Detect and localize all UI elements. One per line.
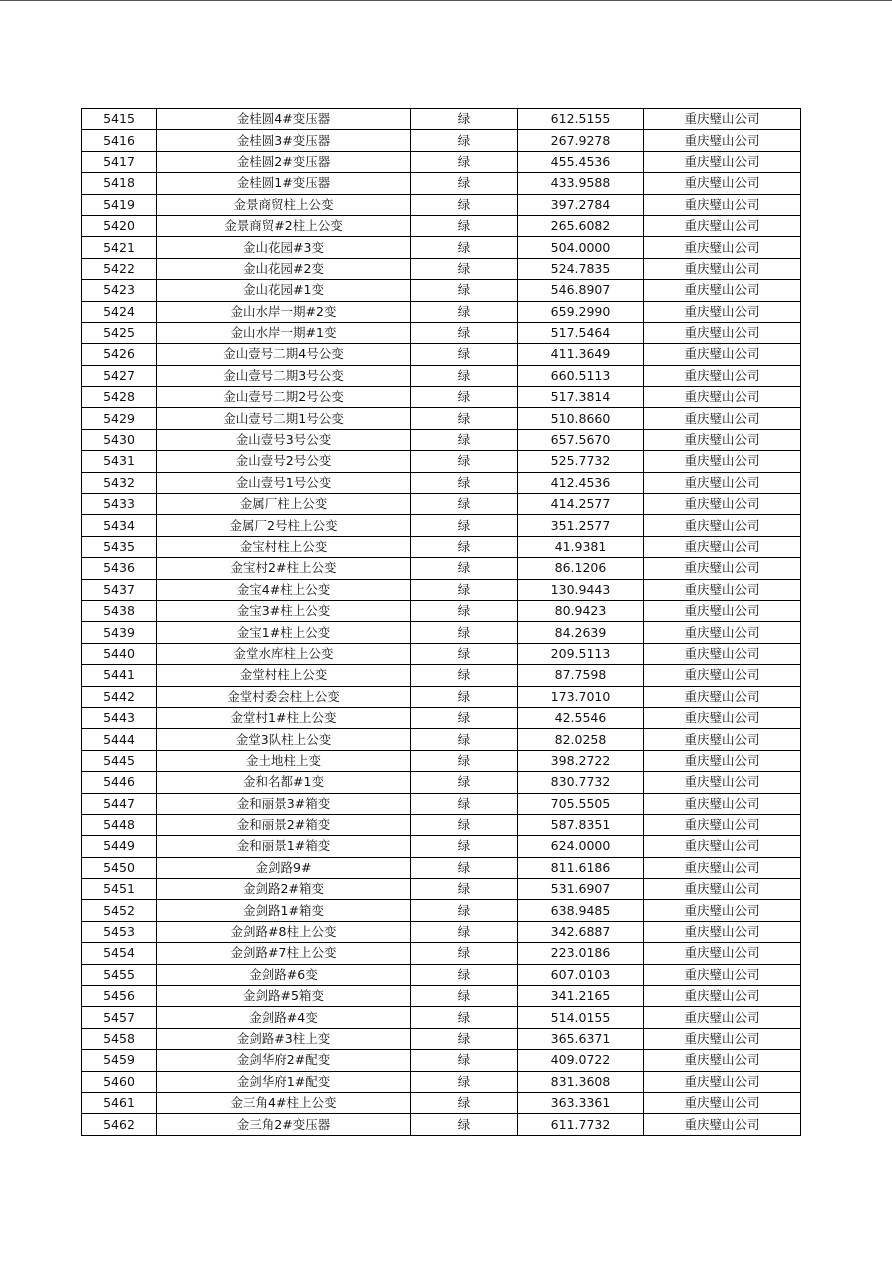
status-color-cell: 绿	[411, 857, 518, 878]
table-row	[82, 237, 801, 258]
value-cell: 546.8907	[518, 280, 644, 301]
table-row	[82, 194, 801, 215]
table-row	[82, 879, 801, 900]
row-number-cell: 5443	[82, 707, 157, 728]
row-number-cell: 5437	[82, 579, 157, 600]
transformer-name-cell: 金山花园#1变	[157, 280, 411, 301]
status-color-cell: 绿	[411, 1028, 518, 1049]
transformer-name-cell: 金剑路#6变	[157, 964, 411, 985]
transformer-name-cell: 金桂圆2#变压器	[157, 151, 411, 172]
table-row	[82, 536, 801, 557]
table-row	[82, 215, 801, 236]
company-cell: 重庆璧山公司	[644, 943, 801, 964]
status-color-cell: 绿	[411, 986, 518, 1007]
company-cell: 重庆璧山公司	[644, 600, 801, 621]
company-cell: 重庆璧山公司	[644, 130, 801, 151]
row-number-cell: 5426	[82, 344, 157, 365]
table-row	[82, 365, 801, 386]
company-cell: 重庆璧山公司	[644, 558, 801, 579]
status-color-cell: 绿	[411, 472, 518, 493]
value-cell: 510.8660	[518, 408, 644, 429]
company-cell: 重庆璧山公司	[644, 622, 801, 643]
value-cell: 524.7835	[518, 258, 644, 279]
row-number-cell: 5457	[82, 1007, 157, 1028]
table-row	[82, 750, 801, 771]
status-color-cell: 绿	[411, 1114, 518, 1135]
value-cell: 341.2165	[518, 986, 644, 1007]
row-number-cell: 5431	[82, 451, 157, 472]
company-cell: 重庆璧山公司	[644, 665, 801, 686]
company-cell: 重庆璧山公司	[644, 194, 801, 215]
value-cell: 409.0722	[518, 1050, 644, 1071]
status-color-cell: 绿	[411, 686, 518, 707]
table-row	[82, 1071, 801, 1092]
value-cell: 342.6887	[518, 921, 644, 942]
status-color-cell: 绿	[411, 964, 518, 985]
table-row	[82, 472, 801, 493]
value-cell: 659.2990	[518, 301, 644, 322]
value-cell: 624.0000	[518, 836, 644, 857]
table-row	[82, 729, 801, 750]
row-number-cell: 5460	[82, 1071, 157, 1092]
status-color-cell: 绿	[411, 365, 518, 386]
status-color-cell: 绿	[411, 900, 518, 921]
transformer-name-cell: 金属厂柱上公变	[157, 494, 411, 515]
value-cell: 412.4536	[518, 472, 644, 493]
value-cell: 517.5464	[518, 322, 644, 343]
value-cell: 525.7732	[518, 451, 644, 472]
company-cell: 重庆璧山公司	[644, 515, 801, 536]
transformer-name-cell: 金山壹号二期4号公变	[157, 344, 411, 365]
table-row	[82, 900, 801, 921]
row-number-cell: 5415	[82, 109, 157, 130]
transformer-name-cell: 金和名都#1变	[157, 772, 411, 793]
transformer-name-cell: 金山壹号3号公变	[157, 429, 411, 450]
row-number-cell: 5445	[82, 750, 157, 771]
transformer-name-cell: 金堂村委会柱上公变	[157, 686, 411, 707]
company-cell: 重庆璧山公司	[644, 857, 801, 878]
status-color-cell: 绿	[411, 429, 518, 450]
company-cell: 重庆璧山公司	[644, 1028, 801, 1049]
transformer-name-cell: 金剑路1#箱变	[157, 900, 411, 921]
transformer-name-cell: 金剑路#7柱上公变	[157, 943, 411, 964]
transformer-name-cell: 金景商贸#2柱上公变	[157, 215, 411, 236]
value-cell: 265.6082	[518, 215, 644, 236]
row-number-cell: 5416	[82, 130, 157, 151]
value-cell: 607.0103	[518, 964, 644, 985]
status-color-cell: 绿	[411, 301, 518, 322]
status-color-cell: 绿	[411, 1050, 518, 1071]
transformer-name-cell: 金剑路9#	[157, 857, 411, 878]
company-cell: 重庆璧山公司	[644, 494, 801, 515]
transformer-name-cell: 金和丽景1#箱变	[157, 836, 411, 857]
company-cell: 重庆璧山公司	[644, 879, 801, 900]
table-row	[82, 665, 801, 686]
row-number-cell: 5456	[82, 986, 157, 1007]
value-cell: 267.9278	[518, 130, 644, 151]
transformer-name-cell: 金属厂2号柱上公变	[157, 515, 411, 536]
table-row	[82, 109, 801, 130]
status-color-cell: 绿	[411, 130, 518, 151]
value-cell: 657.5670	[518, 429, 644, 450]
status-color-cell: 绿	[411, 1092, 518, 1113]
table-row	[82, 579, 801, 600]
status-color-cell: 绿	[411, 622, 518, 643]
company-cell: 重庆璧山公司	[644, 344, 801, 365]
row-number-cell: 5447	[82, 793, 157, 814]
value-cell: 638.9485	[518, 900, 644, 921]
status-color-cell: 绿	[411, 707, 518, 728]
company-cell: 重庆璧山公司	[644, 686, 801, 707]
company-cell: 重庆璧山公司	[644, 707, 801, 728]
status-color-cell: 绿	[411, 322, 518, 343]
value-cell: 80.9423	[518, 600, 644, 621]
transformer-name-cell: 金剑路#4变	[157, 1007, 411, 1028]
transformer-name-cell: 金剑华府1#配变	[157, 1071, 411, 1092]
row-number-cell: 5417	[82, 151, 157, 172]
table-row	[82, 1114, 801, 1135]
transformer-name-cell: 金三角4#柱上公变	[157, 1092, 411, 1113]
value-cell: 173.7010	[518, 686, 644, 707]
company-cell: 重庆璧山公司	[644, 1007, 801, 1028]
transformer-name-cell: 金剑路#8柱上公变	[157, 921, 411, 942]
transformer-name-cell: 金堂村柱上公变	[157, 665, 411, 686]
transformer-name-cell: 金桂圆4#变压器	[157, 109, 411, 130]
row-number-cell: 5421	[82, 237, 157, 258]
table-row	[82, 344, 801, 365]
company-cell: 重庆璧山公司	[644, 1114, 801, 1135]
company-cell: 重庆璧山公司	[644, 258, 801, 279]
table-row	[82, 943, 801, 964]
transformer-name-cell: 金山水岸一期#1变	[157, 322, 411, 343]
value-cell: 811.6186	[518, 857, 644, 878]
value-cell: 504.0000	[518, 237, 644, 258]
table-row	[82, 408, 801, 429]
table-row	[82, 451, 801, 472]
transformer-name-cell: 金山壹号二期2号公变	[157, 387, 411, 408]
row-number-cell: 5462	[82, 1114, 157, 1135]
transformer-name-cell: 金剑华府2#配变	[157, 1050, 411, 1071]
value-cell: 612.5155	[518, 109, 644, 130]
row-number-cell: 5455	[82, 964, 157, 985]
status-color-cell: 绿	[411, 173, 518, 194]
table-row	[82, 429, 801, 450]
transformer-name-cell: 金山壹号二期3号公变	[157, 365, 411, 386]
status-color-cell: 绿	[411, 1007, 518, 1028]
value-cell: 209.5113	[518, 643, 644, 664]
transformer-table	[81, 108, 801, 1136]
company-cell: 重庆璧山公司	[644, 109, 801, 130]
row-number-cell: 5423	[82, 280, 157, 301]
value-cell: 82.0258	[518, 729, 644, 750]
value-cell: 351.2577	[518, 515, 644, 536]
row-number-cell: 5419	[82, 194, 157, 215]
value-cell: 587.8351	[518, 814, 644, 835]
status-color-cell: 绿	[411, 387, 518, 408]
row-number-cell: 5446	[82, 772, 157, 793]
row-number-cell: 5458	[82, 1028, 157, 1049]
value-cell: 365.6371	[518, 1028, 644, 1049]
status-color-cell: 绿	[411, 515, 518, 536]
status-color-cell: 绿	[411, 600, 518, 621]
table-row	[82, 643, 801, 664]
transformer-name-cell: 金剑路2#箱变	[157, 879, 411, 900]
table-row	[82, 1028, 801, 1049]
value-cell: 433.9588	[518, 173, 644, 194]
status-color-cell: 绿	[411, 109, 518, 130]
transformer-name-cell: 金宝3#柱上公变	[157, 600, 411, 621]
company-cell: 重庆璧山公司	[644, 365, 801, 386]
value-cell: 84.2639	[518, 622, 644, 643]
status-color-cell: 绿	[411, 665, 518, 686]
value-cell: 87.7598	[518, 665, 644, 686]
transformer-name-cell: 金景商贸柱上公变	[157, 194, 411, 215]
row-number-cell: 5459	[82, 1050, 157, 1071]
row-number-cell: 5461	[82, 1092, 157, 1113]
table-row	[82, 686, 801, 707]
company-cell: 重庆璧山公司	[644, 1092, 801, 1113]
row-number-cell: 5451	[82, 879, 157, 900]
transformer-name-cell: 金桂圆3#变压器	[157, 130, 411, 151]
status-color-cell: 绿	[411, 258, 518, 279]
table-row	[82, 600, 801, 621]
row-number-cell: 5418	[82, 173, 157, 194]
row-number-cell: 5424	[82, 301, 157, 322]
row-number-cell: 5442	[82, 686, 157, 707]
transformer-name-cell: 金剑路#5箱变	[157, 986, 411, 1007]
row-number-cell: 5434	[82, 515, 157, 536]
company-cell: 重庆璧山公司	[644, 472, 801, 493]
table-row	[82, 772, 801, 793]
row-number-cell: 5439	[82, 622, 157, 643]
table-row	[82, 857, 801, 878]
company-cell: 重庆璧山公司	[644, 814, 801, 835]
row-number-cell: 5448	[82, 814, 157, 835]
transformer-name-cell: 金剑路#3柱上变	[157, 1028, 411, 1049]
status-color-cell: 绿	[411, 921, 518, 942]
row-number-cell: 5436	[82, 558, 157, 579]
table-row	[82, 707, 801, 728]
table-row	[82, 494, 801, 515]
status-color-cell: 绿	[411, 814, 518, 835]
status-color-cell: 绿	[411, 194, 518, 215]
value-cell: 831.3608	[518, 1071, 644, 1092]
table-row	[82, 322, 801, 343]
status-color-cell: 绿	[411, 772, 518, 793]
table-row	[82, 921, 801, 942]
status-color-cell: 绿	[411, 879, 518, 900]
company-cell: 重庆璧山公司	[644, 451, 801, 472]
status-color-cell: 绿	[411, 729, 518, 750]
row-number-cell: 5429	[82, 408, 157, 429]
transformer-name-cell: 金和丽景3#箱变	[157, 793, 411, 814]
row-number-cell: 5452	[82, 900, 157, 921]
table-row	[82, 622, 801, 643]
company-cell: 重庆璧山公司	[644, 579, 801, 600]
value-cell: 531.6907	[518, 879, 644, 900]
company-cell: 重庆璧山公司	[644, 429, 801, 450]
value-cell: 397.2784	[518, 194, 644, 215]
table-row	[82, 964, 801, 985]
row-number-cell: 5449	[82, 836, 157, 857]
table-row	[82, 1092, 801, 1113]
transformer-name-cell: 金山花园#2变	[157, 258, 411, 279]
value-cell: 41.9381	[518, 536, 644, 557]
company-cell: 重庆璧山公司	[644, 280, 801, 301]
transformer-name-cell: 金堂3队柱上公变	[157, 729, 411, 750]
row-number-cell: 5420	[82, 215, 157, 236]
table-row	[82, 1050, 801, 1071]
company-cell: 重庆璧山公司	[644, 1071, 801, 1092]
row-number-cell: 5444	[82, 729, 157, 750]
status-color-cell: 绿	[411, 237, 518, 258]
transformer-name-cell: 金山水岸一期#2变	[157, 301, 411, 322]
company-cell: 重庆璧山公司	[644, 964, 801, 985]
row-number-cell: 5428	[82, 387, 157, 408]
table-row	[82, 280, 801, 301]
company-cell: 重庆璧山公司	[644, 322, 801, 343]
company-cell: 重庆璧山公司	[644, 301, 801, 322]
status-color-cell: 绿	[411, 643, 518, 664]
company-cell: 重庆璧山公司	[644, 729, 801, 750]
table-row	[82, 258, 801, 279]
row-number-cell: 5432	[82, 472, 157, 493]
table-row	[82, 836, 801, 857]
table-row	[82, 515, 801, 536]
row-number-cell: 5435	[82, 536, 157, 557]
row-number-cell: 5438	[82, 600, 157, 621]
company-cell: 重庆璧山公司	[644, 237, 801, 258]
row-number-cell: 5440	[82, 643, 157, 664]
transformer-name-cell: 金桂圆1#变压器	[157, 173, 411, 194]
company-cell: 重庆璧山公司	[644, 836, 801, 857]
row-number-cell: 5433	[82, 494, 157, 515]
value-cell: 86.1206	[518, 558, 644, 579]
value-cell: 130.9443	[518, 579, 644, 600]
row-number-cell: 5441	[82, 665, 157, 686]
value-cell: 514.0155	[518, 1007, 644, 1028]
row-number-cell: 5427	[82, 365, 157, 386]
transformer-name-cell: 金土地柱上变	[157, 750, 411, 771]
row-number-cell: 5450	[82, 857, 157, 878]
company-cell: 重庆璧山公司	[644, 408, 801, 429]
transformer-name-cell: 金山壹号1号公变	[157, 472, 411, 493]
value-cell: 660.5113	[518, 365, 644, 386]
page-top-border	[0, 0, 892, 1]
status-color-cell: 绿	[411, 836, 518, 857]
transformer-name-cell: 金山花园#3变	[157, 237, 411, 258]
value-cell: 42.5546	[518, 707, 644, 728]
table-row	[82, 793, 801, 814]
table-row	[82, 387, 801, 408]
company-cell: 重庆璧山公司	[644, 387, 801, 408]
value-cell: 363.3361	[518, 1092, 644, 1113]
transformer-name-cell: 金山壹号二期1号公变	[157, 408, 411, 429]
transformer-name-cell: 金和丽景2#箱变	[157, 814, 411, 835]
status-color-cell: 绿	[411, 793, 518, 814]
table-row	[82, 151, 801, 172]
company-cell: 重庆璧山公司	[644, 900, 801, 921]
table-row	[82, 301, 801, 322]
value-cell: 705.5505	[518, 793, 644, 814]
company-cell: 重庆璧山公司	[644, 215, 801, 236]
transformer-name-cell: 金堂水库柱上公变	[157, 643, 411, 664]
status-color-cell: 绿	[411, 280, 518, 301]
transformer-name-cell: 金堂村1#柱上公变	[157, 707, 411, 728]
value-cell: 455.4536	[518, 151, 644, 172]
status-color-cell: 绿	[411, 408, 518, 429]
row-number-cell: 5422	[82, 258, 157, 279]
transformer-name-cell: 金三角2#变压器	[157, 1114, 411, 1135]
value-cell: 411.3649	[518, 344, 644, 365]
company-cell: 重庆璧山公司	[644, 1050, 801, 1071]
table-row	[82, 1007, 801, 1028]
transformer-name-cell: 金山壹号2号公变	[157, 451, 411, 472]
status-color-cell: 绿	[411, 1071, 518, 1092]
row-number-cell: 5453	[82, 921, 157, 942]
value-cell: 611.7732	[518, 1114, 644, 1135]
table-body	[82, 109, 801, 1136]
value-cell: 414.2577	[518, 494, 644, 515]
status-color-cell: 绿	[411, 151, 518, 172]
row-number-cell: 5425	[82, 322, 157, 343]
value-cell: 223.0186	[518, 943, 644, 964]
table-row	[82, 986, 801, 1007]
company-cell: 重庆璧山公司	[644, 151, 801, 172]
transformer-name-cell: 金宝村柱上公变	[157, 536, 411, 557]
value-cell: 830.7732	[518, 772, 644, 793]
company-cell: 重庆璧山公司	[644, 643, 801, 664]
status-color-cell: 绿	[411, 558, 518, 579]
company-cell: 重庆璧山公司	[644, 793, 801, 814]
transformer-name-cell: 金宝4#柱上公变	[157, 579, 411, 600]
row-number-cell: 5430	[82, 429, 157, 450]
status-color-cell: 绿	[411, 215, 518, 236]
status-color-cell: 绿	[411, 344, 518, 365]
row-number-cell: 5454	[82, 943, 157, 964]
company-cell: 重庆璧山公司	[644, 173, 801, 194]
transformer-name-cell: 金宝村2#柱上公变	[157, 558, 411, 579]
company-cell: 重庆璧山公司	[644, 536, 801, 557]
transformer-name-cell: 金宝1#柱上公变	[157, 622, 411, 643]
value-cell: 517.3814	[518, 387, 644, 408]
status-color-cell: 绿	[411, 943, 518, 964]
company-cell: 重庆璧山公司	[644, 772, 801, 793]
table-row	[82, 130, 801, 151]
company-cell: 重庆璧山公司	[644, 986, 801, 1007]
company-cell: 重庆璧山公司	[644, 750, 801, 771]
status-color-cell: 绿	[411, 579, 518, 600]
table-row	[82, 814, 801, 835]
company-cell: 重庆璧山公司	[644, 921, 801, 942]
value-cell: 398.2722	[518, 750, 644, 771]
status-color-cell: 绿	[411, 494, 518, 515]
table-row	[82, 173, 801, 194]
status-color-cell: 绿	[411, 536, 518, 557]
table-row	[82, 558, 801, 579]
status-color-cell: 绿	[411, 750, 518, 771]
status-color-cell: 绿	[411, 451, 518, 472]
